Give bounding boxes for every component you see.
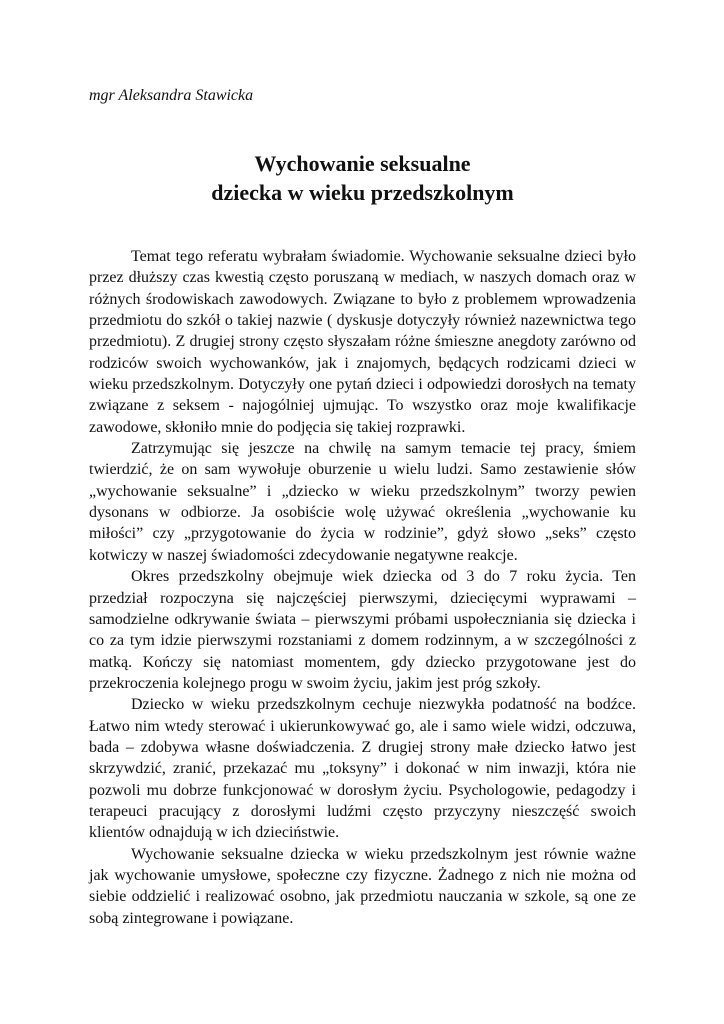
paragraph-2: Zatrzymując się jeszcze na chwilę na samym temacie tej pracy, śmiem twierdzić, że on sam wywołuje oburzenie u wielu ludzi. Samo zestawienie słów „wychowanie seksualne” i „dziecko w wieku przedszkolnym” tworzy pewien dysonans w odbiorze. Ja osobiście wolę używać określenia „wychowanie ku miłości” czy „przygotowanie do życia w rodzinie”, gdyż słowo „seks” często kotwiczy w naszej świadomości zdecydowanie negatywne reakcje. [89, 440, 636, 564]
author-name: mgr Aleksandra Stawicka [89, 87, 254, 104]
paragraph-3: Okres przedszkolny obejmuje wiek dziecka od 3 do 7 roku życia. Ten przedział rozpoczyna się najczęściej pierwszymi, dziecięcymi wyprawami – samodzielne odkrywanie świata – pierwszymi próbami uspołeczniania się dziecka i co za tym idzie pierwszymi rozstaniami z domem rodzinnym, a w szczególności z matką. Kończy się natomiast momentem, gdy dziecko przygotowane jest do przekroczenia kolejnego progu w swoim życiu, jakim jest próg szkoły. [89, 568, 636, 692]
title-line-1: Wychowanie seksualne [254, 151, 471, 176]
paragraph-5: Wychowanie seksualne dziecka w wieku przedszkolnym jest równie ważne jak wychowanie umysłowe, społeczne czy fizyczne. Żadnego z nich nie można od siebie oddzielić i realizować osobno, jak przedmiotu nauczania w szkole, są one ze sobą zintegrowane i powiązane. [89, 845, 636, 927]
document-body [89, 246, 636, 929]
paragraph-1: Temat tego referatu wybrałam świadomie. Wychowanie seksualne dzieci było przez dłuższy czas kwestią często poruszaną w mediach, w naszych domach oraz w różnych środowiskach zawodowych. Związane to było z problemem wprowadzenia przedmiotu do szkół o takiej nazwie ( dyskusje dotyczyły również nazewnictwa tego przedmiotu). Z drugiej strony często słyszałam różne śmieszne anegdoty zarówno od rodziców swoich wychowanków, jak i znajomych, będących rodzicami dzieci w wieku przedszkolnym. Dotyczyły one pytań dzieci i odpowiedzi dorosłych na tematy związane z seksem - najogólniej ujmując. To wszystko oraz moje kwalifikacje zawodowe, skłoniło mnie do podjęcia się takiej rozprawki. [89, 248, 636, 436]
paragraph-4: Dziecko w wieku przedszkolnym cechuje niezwykła podatność na bodźce. Łatwo nim wtedy sterować i ukierunkowywać go, ale i samo wiele widzi, odczuwa, bada – zdobywa własne doświadczenia. Z drugiej strony małe dziecko łatwo jest skrzywdzić, zranić, przekazać mu „toksyny” i dokonać w nim inwazji, która nie pozwoli mu dobrze funkcjonować w dorosłym życiu. Psychologowie, pedagodzy i terapeuci pracujący z dorosłymi ludźmi często przyczyny nieszczęść swoich klientów odnajdują w ich dzieciństwie. [89, 696, 636, 842]
title-line-2: dziecka w wieku przedszkolnym [211, 180, 514, 205]
document-title [89, 149, 636, 207]
